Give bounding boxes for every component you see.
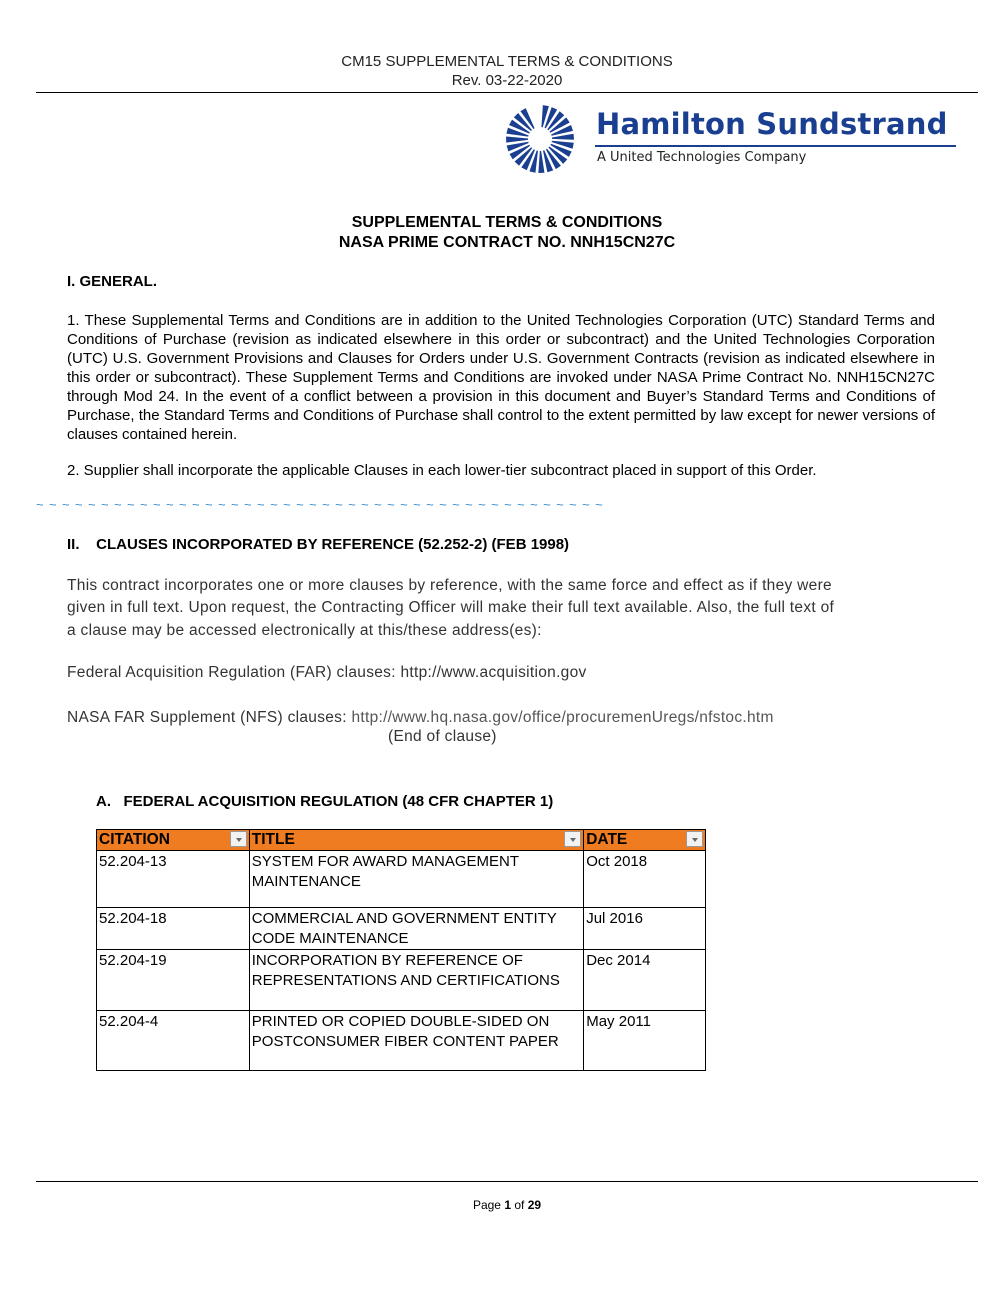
nfs-clauses-line <box>67 709 774 727</box>
far-url-link[interactable]: http://www.acquisition.gov <box>400 664 587 681</box>
far-label: Federal Acquisition Regulation (FAR) clauses: <box>67 664 401 681</box>
end-of-clause: (End of clause) <box>388 728 497 745</box>
general-paragraph-1: 1. These Supplemental Terms and Conditions are in addition to the United Technologies Corporation (UTC) Standard Terms and Conditions of Purchase (revision as indicated elsewhere in this order or subcontract) and the United Technologies Corporation (UTC) U.S. Government Provisions and Clauses for Orders under U.S. Government Contracts (revision as indicated elsewhere in this order or subcontract). These Supplement Terms and Conditions are invoked under NASA Prime Contract No. NNH15CN27C through Mod 24. In the event of a conflict between a provision in this document and Buyer’s Standard Terms and Conditions of Purchase, the Standard Terms and Conditions of Purchase shall control to the extent permitted by law except for newer versions of clauses contained herein. <box>67 312 935 443</box>
nfs-label: NASA FAR Supplement (NFS) clauses: <box>67 709 352 726</box>
date-cell: Oct 2018 <box>584 851 706 908</box>
far-clauses-table <box>96 829 706 1071</box>
far-clauses-line <box>67 664 587 682</box>
table-row <box>97 1011 706 1071</box>
footer-rule <box>36 1181 978 1182</box>
document-title-line1: SUPPLEMENTAL TERMS & CONDITIONS <box>351 214 663 231</box>
document-title-line2: NASA PRIME CONTRACT NO. NNH15CN27C <box>338 234 676 251</box>
filter-dropdown-icon[interactable] <box>686 831 703 847</box>
far-heading: A. FEDERAL ACQUISITION REGULATION (48 CFR CHAPTER 1) <box>96 793 554 810</box>
logo-underline <box>595 145 956 147</box>
logo-ray <box>507 142 529 152</box>
table-row <box>97 950 706 1011</box>
company-logo <box>500 103 960 173</box>
table-row <box>97 908 706 950</box>
column-header-title: TITLE <box>249 830 583 851</box>
clauses-body-line-3: a clause may be accessed electronically at this/these address(es): <box>67 622 542 639</box>
column-header-citation: CITATION <box>97 830 250 851</box>
logo-ray <box>506 137 528 143</box>
title-cell: PRINTED OR COPIED DOUBLE-SIDED ON POSTCONSUMER FIBER CONTENT PAPER <box>249 1011 583 1071</box>
clauses-body-line-1: This contract incorporates one or more clauses by reference, with the same force and effect as if they were <box>67 577 832 594</box>
logo-ray <box>538 151 544 173</box>
logo-tagline: A United Technologies Company <box>597 150 807 165</box>
nfs-url-link[interactable]: http://www.hq.nasa.gov/office/procuremenUregs/nfstoc.htm <box>351 709 774 726</box>
table-row <box>97 851 706 908</box>
citation-cell: 52.204-18 <box>97 908 250 950</box>
header-revision: Rev. 03-22-2020 <box>451 72 563 89</box>
citation-cell: 52.204-19 <box>97 950 250 1011</box>
page-number: Page 1 of 29 <box>472 1198 542 1212</box>
column-header-date: DATE <box>584 830 706 851</box>
date-cell: Jul 2016 <box>584 908 706 950</box>
sunburst-logo-icon <box>500 103 580 173</box>
header-rule <box>36 92 978 93</box>
general-heading: I. GENERAL. <box>67 273 158 290</box>
title-cell: INCORPORATION BY REFERENCE OF REPRESENTATIONS AND CERTIFICATIONS <box>249 950 583 1011</box>
clauses-heading: II. CLAUSES INCORPORATED BY REFERENCE (52.252-2) (FEB 1998) <box>67 536 570 553</box>
title-cell: SYSTEM FOR AWARD MANAGEMENT MAINTENANCE <box>249 851 583 908</box>
logo-company-name: Hamilton Sundstrand <box>596 107 948 141</box>
tilde-divider: ~ ~ ~ ~ ~ ~ ~ ~ ~ ~ ~ ~ ~ ~ ~ ~ ~ ~ ~ ~ ~ ~ ~ ~ ~ ~ ~ ~ ~ ~ ~ ~ ~ ~ ~ ~ ~ ~ ~ ~ ~ ~ ~ ~ <box>36 497 604 512</box>
filter-dropdown-icon[interactable] <box>564 831 581 847</box>
title-cell: COMMERCIAL AND GOVERNMENT ENTITY CODE MAINTENANCE <box>249 908 583 950</box>
filter-dropdown-icon[interactable] <box>230 831 247 847</box>
clauses-body-line-2: given in full text. Upon request, the Contracting Officer will make their full text available. Also, the full text of <box>67 599 835 616</box>
date-cell: May 2011 <box>584 1011 706 1071</box>
logo-ray <box>506 128 528 137</box>
date-cell: Dec 2014 <box>584 950 706 1011</box>
citation-cell: 52.204-13 <box>97 851 250 908</box>
table-header-row <box>97 830 706 851</box>
general-paragraph-2: 2. Supplier shall incorporate the applicable Clauses in each lower-tier subcontract placed in support of this Order. <box>67 462 817 479</box>
header-title: CM15 SUPPLEMENTAL TERMS & CONDITIONS <box>341 53 673 70</box>
citation-cell: 52.204-4 <box>97 1011 250 1071</box>
